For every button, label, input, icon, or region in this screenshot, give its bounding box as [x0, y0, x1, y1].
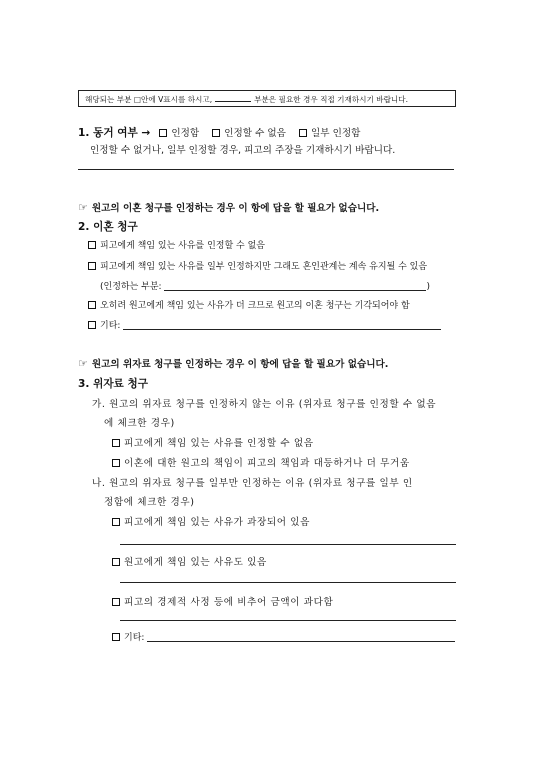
reason-na-line-2: 정함에 체크한 경우)	[104, 497, 195, 508]
divorce-item-1	[88, 238, 265, 251]
alimony-ga-item-2	[112, 455, 410, 469]
note-divorce	[78, 200, 379, 214]
section-2-title: 2. 이혼 청구	[78, 221, 138, 233]
note-alimony	[78, 356, 388, 370]
na-other-label: 기타:	[124, 633, 145, 643]
alimony-na-item-1	[112, 514, 310, 528]
notice-text-before: 해당되는 부분 □안에 V표시를 하시고,	[85, 95, 213, 104]
label-admit: 인정함	[171, 128, 200, 139]
checkbox-divorce-2[interactable]	[88, 262, 96, 270]
instruction-notice-box	[78, 90, 456, 107]
notice-text-after: 부분은 필요한 경우 직접 기재하시기 바랍니다.	[254, 95, 408, 104]
alimony-na-item-4	[112, 630, 455, 643]
reason-ga-line-2: 에 체크한 경우)	[104, 418, 175, 429]
na-item-2-text: 원고에게 책임 있는 사유도 있음	[124, 557, 267, 568]
divorce-other-input[interactable]	[123, 319, 441, 330]
divorce-item-1-text: 피고에게 책임 있는 사유를 인정할 수 없음	[100, 241, 265, 251]
reason-na-line-1: 나. 원고의 위자료 청구를 일부만 인정하는 이유 (위자료 청구를 일부 인	[92, 478, 413, 489]
pointing-hand-icon: ☞	[78, 357, 88, 370]
notice-blank-sample	[215, 93, 251, 102]
checkbox-na-other[interactable]	[112, 633, 120, 641]
reason-ga-line-1: 가. 원고의 위자료 청구를 인정하지 않는 이유 (위자료 청구를 인정할 수 없음	[92, 399, 437, 410]
admitted-part-input[interactable]	[164, 280, 426, 291]
section-1-row	[78, 121, 360, 140]
alimony-ga-item-1	[112, 435, 314, 449]
checkbox-cohabitation-admit[interactable]	[159, 129, 167, 137]
alimony-na-item-2	[112, 554, 267, 568]
divorce-item-2-text: 피고에게 책임 있는 사유를 일부 인정하지만 그래도 혼인관계는 계속 유지될 수 있음	[100, 262, 428, 272]
section-1-title: 1. 동거 여부 →	[78, 127, 151, 139]
label-partial: 일부 인정함	[311, 128, 361, 139]
checkbox-cohabitation-partial[interactable]	[299, 129, 307, 137]
checkbox-divorce-3[interactable]	[88, 301, 96, 309]
na-item-3-answer-line[interactable]	[120, 620, 456, 621]
ga-item-1-text: 피고에게 책임 있는 사유를 인정할 수 없음	[124, 438, 314, 449]
na-item-2-answer-line[interactable]	[120, 582, 456, 583]
divorce-item-3	[88, 298, 410, 311]
na-item-1-text: 피고에게 책임 있는 사유가 과장되어 있음	[124, 517, 310, 528]
divorce-item-4	[88, 318, 441, 331]
admitted-part-label: (인정하는 부분:	[100, 282, 162, 292]
section-3-title: 3. 위자료 청구	[78, 378, 148, 390]
na-item-1-answer-line[interactable]	[120, 544, 456, 545]
checkbox-cohabitation-deny[interactable]	[212, 129, 220, 137]
checkbox-na-1[interactable]	[112, 518, 120, 526]
pointing-hand-icon: ☞	[78, 201, 88, 214]
note-divorce-text: 원고의 이혼 청구를 인정하는 경우 이 항에 답을 할 필요가 없습니다.	[91, 203, 380, 214]
checkbox-na-2[interactable]	[112, 558, 120, 566]
checkbox-divorce-1[interactable]	[88, 241, 96, 249]
divorce-item-3-text: 오히려 원고에게 책임 있는 사유가 더 크므로 원고의 이혼 청구는 기각되어야 함	[100, 301, 410, 311]
divorce-item-2-sub	[100, 279, 430, 292]
divorce-other-label: 기타:	[100, 321, 121, 331]
checkbox-divorce-other[interactable]	[88, 321, 96, 329]
section-1-answer-line[interactable]	[78, 169, 454, 170]
ga-item-2-text: 이혼에 대한 원고의 책임이 피고의 책임과 대등하거나 더 무거움	[124, 458, 410, 469]
divorce-item-2	[88, 259, 427, 272]
section-1-instruction: 인정할 수 없거나, 일부 인정할 경우, 피고의 주장을 기재하시기 바랍니다.	[90, 145, 396, 156]
checkbox-ga-2[interactable]	[112, 459, 120, 467]
checkbox-na-3[interactable]	[112, 598, 120, 606]
na-item-3-text: 피고의 경제적 사정 등에 비추어 금액이 과다함	[124, 597, 334, 608]
note-alimony-text: 원고의 위자료 청구를 인정하는 경우 이 항에 답을 할 필요가 없습니다.	[91, 359, 389, 370]
na-other-input[interactable]	[147, 631, 455, 642]
label-deny: 인정할 수 없음	[224, 128, 286, 139]
alimony-na-item-3	[112, 594, 333, 608]
checkbox-ga-1[interactable]	[112, 439, 120, 447]
admitted-part-close: )	[426, 282, 430, 292]
